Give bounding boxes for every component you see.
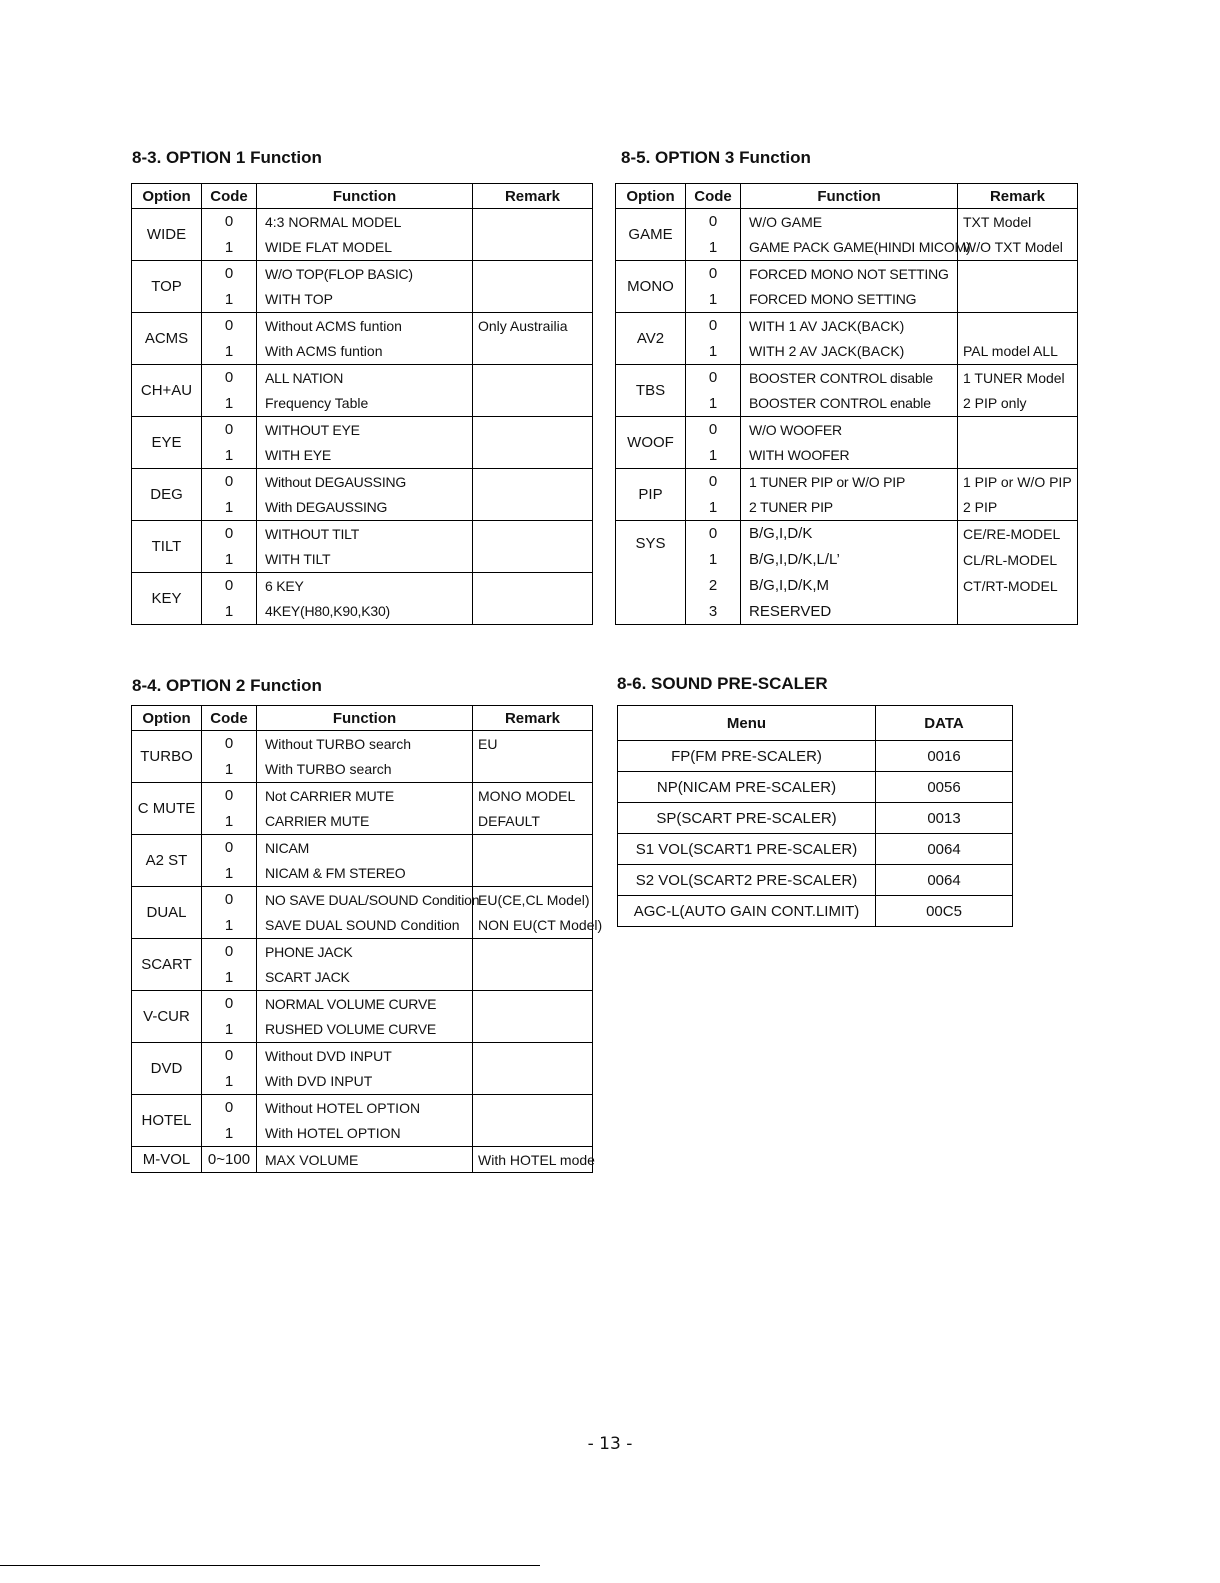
table-row	[132, 339, 593, 365]
option-group	[616, 417, 1078, 469]
remark-cell	[473, 573, 593, 599]
option-cell: PIP	[616, 469, 686, 521]
code-cell: 1	[202, 757, 257, 783]
option-cell: HOTEL	[132, 1095, 202, 1147]
table-row	[132, 443, 593, 469]
option-group	[616, 313, 1078, 365]
option3-title: 8-5. OPTION 3 Function	[621, 148, 811, 167]
code-cell: 0	[202, 887, 257, 913]
code-cell: 0~100	[202, 1147, 257, 1173]
option-cell: WOOF	[616, 417, 686, 469]
remark-cell	[473, 1095, 593, 1121]
option-group	[132, 835, 593, 887]
option-group	[132, 365, 593, 417]
table-row	[132, 365, 593, 391]
code-cell: 0	[202, 991, 257, 1017]
remark-cell: TXT Model	[958, 209, 1078, 235]
remark-cell: 2 PIP only	[958, 391, 1078, 417]
code-cell: 1	[202, 809, 257, 835]
data-cell: 0056	[876, 772, 1013, 803]
code-cell: 1	[202, 1069, 257, 1095]
function-cell: Without DVD INPUT	[257, 1043, 473, 1069]
code-cell: 0	[202, 1095, 257, 1121]
code-cell: 0	[202, 573, 257, 599]
option3-table	[615, 183, 1078, 625]
option-group	[132, 209, 593, 261]
function-cell: Without TURBO search	[257, 731, 473, 757]
function-cell: BOOSTER CONTROL disable	[741, 365, 958, 391]
remark-cell	[473, 287, 593, 313]
option-cell: DVD	[132, 1043, 202, 1095]
table-row	[132, 757, 593, 783]
function-cell: WITHOUT TILT	[257, 521, 473, 547]
option-cell: GAME	[616, 209, 686, 261]
table-row	[132, 417, 593, 443]
code-cell: 0	[202, 521, 257, 547]
option-group	[132, 521, 593, 573]
function-cell: B/G,I,D/K	[741, 521, 958, 547]
option-group	[132, 573, 593, 625]
code-cell: 0	[202, 939, 257, 965]
function-cell: WITH EYE	[257, 443, 473, 469]
data-cell: 0016	[876, 741, 1013, 772]
option-group	[132, 313, 593, 365]
code-cell: 0	[202, 313, 257, 339]
option-cell: CH+AU	[132, 365, 202, 417]
code-cell: 1	[202, 235, 257, 261]
table-row	[618, 803, 1013, 834]
header-remark: Remark	[958, 184, 1078, 209]
option-group	[616, 521, 1078, 625]
code-cell: 0	[202, 835, 257, 861]
table-row	[616, 469, 1078, 495]
menu-cell: SP(SCART PRE-SCALER)	[618, 803, 876, 834]
code-cell: 1	[686, 495, 741, 521]
table-row	[132, 1043, 593, 1069]
table-row	[616, 209, 1078, 235]
remark-cell: CL/RL-MODEL	[958, 547, 1078, 573]
function-cell: Without DEGAUSSING	[257, 469, 473, 495]
menu-cell: S2 VOL(SCART2 PRE-SCALER)	[618, 865, 876, 896]
function-cell: Without ACMS funtion	[257, 313, 473, 339]
remark-cell: 2 PIP	[958, 495, 1078, 521]
option-cell: M-VOL	[132, 1147, 202, 1173]
remark-cell	[958, 417, 1078, 443]
sound-prescaler-table	[617, 705, 1013, 927]
table-row	[132, 521, 593, 547]
function-cell: With ACMS funtion	[257, 339, 473, 365]
code-cell: 1	[202, 287, 257, 313]
table-row	[618, 741, 1013, 772]
table-row	[132, 835, 593, 861]
table-row	[618, 834, 1013, 865]
code-cell: 1	[202, 861, 257, 887]
function-cell: B/G,I,D/K,M	[741, 573, 958, 599]
remark-cell: Only Austrailia	[473, 313, 593, 339]
code-cell: 1	[202, 547, 257, 573]
remark-cell	[473, 235, 593, 261]
table-row	[132, 861, 593, 887]
data-cell: 0064	[876, 865, 1013, 896]
option2-table	[131, 705, 603, 1173]
code-cell: 1	[202, 443, 257, 469]
header-option: Option	[132, 706, 202, 731]
data-cell: 0064	[876, 834, 1013, 865]
option-cell: DUAL	[132, 887, 202, 939]
menu-cell: AGC-L(AUTO GAIN CONT.LIMIT)	[618, 896, 876, 927]
data-cell: 00C5	[876, 896, 1013, 927]
function-cell: FORCED MONO NOT SETTING	[741, 261, 958, 287]
option-group	[132, 1043, 593, 1095]
header-code: Code	[202, 706, 257, 731]
option-group	[132, 991, 593, 1043]
table-row	[616, 547, 1078, 573]
code-cell: 0	[202, 209, 257, 235]
table-row	[132, 261, 593, 287]
code-cell: 1	[202, 1017, 257, 1043]
option-cell: KEY	[132, 573, 202, 625]
table-row	[132, 209, 593, 235]
option-group	[616, 365, 1078, 417]
function-cell: NICAM & FM STEREO	[257, 861, 473, 887]
menu-cell: NP(NICAM PRE-SCALER)	[618, 772, 876, 803]
code-cell: 1	[202, 1121, 257, 1147]
table-row	[132, 1017, 593, 1043]
code-cell: 0	[686, 313, 741, 339]
function-cell: WIDE FLAT MODEL	[257, 235, 473, 261]
remark-cell	[473, 547, 593, 573]
option-cell: EYE	[132, 417, 202, 469]
code-cell: 1	[202, 495, 257, 521]
option-cell: AV2	[616, 313, 686, 365]
table-row	[132, 1095, 593, 1121]
table-row	[132, 391, 593, 417]
table-row	[132, 939, 593, 965]
table-row	[616, 521, 1078, 547]
remark-cell: MONO MODEL	[473, 783, 593, 809]
remark-cell	[473, 1043, 593, 1069]
option-group	[132, 939, 593, 991]
function-cell: ALL NATION	[257, 365, 473, 391]
function-cell: WITH TOP	[257, 287, 473, 313]
remark-cell: 1 PIP or W/O PIP	[958, 469, 1078, 495]
table-row	[616, 313, 1078, 339]
option-cell: A2 ST	[132, 835, 202, 887]
table-row	[616, 443, 1078, 469]
remark-cell: EU(CE,CL Model)	[473, 887, 593, 913]
table-row	[618, 865, 1013, 896]
table-row	[616, 365, 1078, 391]
header-option: Option	[616, 184, 686, 209]
option-cell: C MUTE	[132, 783, 202, 835]
function-cell: FORCED MONO SETTING	[741, 287, 958, 313]
remark-cell	[473, 521, 593, 547]
footer-rule	[0, 1565, 540, 1566]
table-row	[132, 991, 593, 1017]
option-cell: DEG	[132, 469, 202, 521]
table-row	[616, 599, 1078, 625]
remark-cell	[473, 1069, 593, 1095]
remark-cell	[473, 1017, 593, 1043]
option-group	[132, 887, 603, 939]
remark-cell	[473, 861, 593, 887]
remark-cell	[473, 339, 593, 365]
table-row	[616, 391, 1078, 417]
menu-cell: S1 VOL(SCART1 PRE-SCALER)	[618, 834, 876, 865]
table-row	[616, 287, 1078, 313]
function-cell: NO SAVE DUAL/SOUND Condition	[257, 887, 473, 913]
function-cell: Frequency Table	[257, 391, 473, 417]
function-cell: B/G,I,D/K,L/L’	[741, 547, 958, 573]
table-row	[132, 965, 593, 991]
table-row	[616, 573, 1078, 599]
function-cell: WITH TILT	[257, 547, 473, 573]
option-group	[616, 261, 1078, 313]
remark-cell	[473, 599, 593, 625]
code-cell: 0	[686, 417, 741, 443]
code-cell: 1	[202, 913, 257, 939]
option-group	[616, 209, 1078, 261]
function-cell: 4KEY(H80,K90,K30)	[257, 599, 473, 625]
remark-cell	[473, 1121, 593, 1147]
header-function: Function	[257, 706, 473, 731]
code-cell: 1	[686, 443, 741, 469]
table-row	[132, 1121, 593, 1147]
option-cell: WIDE	[132, 209, 202, 261]
option1-title: 8-3. OPTION 1 Function	[132, 148, 322, 167]
code-cell: 3	[686, 599, 741, 625]
header-remark: Remark	[473, 184, 593, 209]
remark-cell	[473, 939, 593, 965]
remark-cell	[473, 391, 593, 417]
option-cell: TBS	[616, 365, 686, 417]
option-cell: MONO	[616, 261, 686, 313]
remark-cell: W/O TXT Model	[958, 235, 1078, 261]
table-row	[132, 913, 593, 939]
table-row	[132, 809, 593, 835]
table-row	[618, 896, 1013, 927]
remark-cell	[473, 757, 593, 783]
table-row	[132, 573, 593, 599]
header-function: Function	[741, 184, 958, 209]
table-row	[616, 339, 1078, 365]
remark-cell	[473, 965, 593, 991]
option-cell: ACMS	[132, 313, 202, 365]
table-row	[132, 887, 593, 913]
table-row	[616, 417, 1078, 443]
option-cell: V-CUR	[132, 991, 202, 1043]
option-group	[132, 1095, 593, 1147]
function-cell: MAX VOLUME	[257, 1147, 473, 1173]
remark-cell: DEFAULT	[473, 809, 593, 835]
function-cell: With TURBO search	[257, 757, 473, 783]
header-code: Code	[202, 184, 257, 209]
table-row	[132, 287, 593, 313]
option-cell: TILT	[132, 521, 202, 573]
function-cell: WITH WOOFER	[741, 443, 958, 469]
table-row	[132, 495, 593, 521]
function-cell: SAVE DUAL SOUND Condition	[257, 913, 473, 939]
remark-cell: PAL model ALL	[958, 339, 1078, 365]
table-row	[616, 495, 1078, 521]
header-code: Code	[686, 184, 741, 209]
function-cell: SCART JACK	[257, 965, 473, 991]
remark-cell	[958, 287, 1078, 313]
remark-cell: CE/RE-MODEL	[958, 521, 1078, 547]
code-cell: 0	[202, 261, 257, 287]
function-cell: With HOTEL OPTION	[257, 1121, 473, 1147]
header-menu: Menu	[618, 706, 876, 741]
code-cell: 0	[202, 365, 257, 391]
function-cell: W/O TOP(FLOP BASIC)	[257, 261, 473, 287]
option-group	[132, 731, 593, 783]
table-row	[132, 469, 593, 495]
code-cell: 1	[686, 547, 741, 573]
function-cell: 2 TUNER PIP	[741, 495, 958, 521]
code-cell: 1	[686, 391, 741, 417]
table-row	[616, 261, 1078, 287]
remark-cell	[958, 599, 1078, 625]
menu-cell: FP(FM PRE-SCALER)	[618, 741, 876, 772]
function-cell: RESERVED	[741, 599, 958, 625]
code-cell: 0	[686, 365, 741, 391]
function-cell: 6 KEY	[257, 573, 473, 599]
function-cell: W/O GAME	[741, 209, 958, 235]
code-cell: 0	[686, 521, 741, 547]
function-cell: 4:3 NORMAL MODEL	[257, 209, 473, 235]
header-function: Function	[257, 184, 473, 209]
table-row	[616, 235, 1078, 261]
function-cell: BOOSTER CONTROL enable	[741, 391, 958, 417]
function-cell: CARRIER MUTE	[257, 809, 473, 835]
option2-title: 8-4. OPTION 2 Function	[132, 676, 322, 695]
code-cell: 0	[686, 469, 741, 495]
code-cell: 0	[686, 261, 741, 287]
code-cell: 0	[202, 417, 257, 443]
function-cell: WITH 2 AV JACK(BACK)	[741, 339, 958, 365]
remark-cell: 1 TUNER Model	[958, 365, 1078, 391]
remark-cell	[473, 495, 593, 521]
code-cell: 2	[686, 573, 741, 599]
remark-cell	[958, 443, 1078, 469]
option-group	[132, 469, 593, 521]
function-cell: NORMAL VOLUME CURVE	[257, 991, 473, 1017]
option-cell: TURBO	[132, 731, 202, 783]
remark-cell: EU	[473, 731, 593, 757]
function-cell: WITHOUT EYE	[257, 417, 473, 443]
code-cell: 0	[202, 731, 257, 757]
function-cell: NICAM	[257, 835, 473, 861]
remark-cell	[473, 417, 593, 443]
sound-prescaler-title: 8-6. SOUND PRE-SCALER	[617, 674, 828, 693]
remark-cell	[473, 209, 593, 235]
remark-cell: NON EU(CT Model)	[473, 913, 593, 939]
code-cell: 0	[202, 783, 257, 809]
function-cell: WITH 1 AV JACK(BACK)	[741, 313, 958, 339]
option-group	[132, 261, 593, 313]
remark-cell	[473, 261, 593, 287]
header-option: Option	[132, 184, 202, 209]
data-cell: 0013	[876, 803, 1013, 834]
function-cell: PHONE JACK	[257, 939, 473, 965]
function-cell: GAME PACK GAME(HINDI MICOM)	[741, 235, 958, 261]
code-cell: 1	[202, 339, 257, 365]
remark-cell	[473, 835, 593, 861]
table-row	[132, 731, 593, 757]
header-data: DATA	[876, 706, 1013, 741]
remark-cell	[958, 261, 1078, 287]
option-group	[616, 469, 1078, 521]
table-row	[132, 313, 593, 339]
option-group	[132, 783, 593, 835]
code-cell: 1	[686, 339, 741, 365]
code-cell: 0	[686, 209, 741, 235]
header-remark: Remark	[473, 706, 593, 731]
code-cell: 1	[686, 287, 741, 313]
table-row	[132, 235, 593, 261]
remark-cell	[473, 469, 593, 495]
option-cell: SCART	[132, 939, 202, 991]
function-cell: RUSHED VOLUME CURVE	[257, 1017, 473, 1043]
table-row	[132, 547, 593, 573]
page-number: - 13 -	[587, 1434, 633, 1454]
option-cell: TOP	[132, 261, 202, 313]
table-row	[132, 599, 593, 625]
code-cell: 1	[202, 965, 257, 991]
code-cell: 1	[686, 235, 741, 261]
remark-cell	[958, 313, 1078, 339]
remark-cell: With HOTEL mode	[473, 1147, 593, 1173]
code-cell: 1	[202, 599, 257, 625]
table-row	[132, 1069, 593, 1095]
option-group	[132, 1147, 593, 1173]
code-cell: 0	[202, 1043, 257, 1069]
code-cell: 0	[202, 469, 257, 495]
function-cell: With DVD INPUT	[257, 1069, 473, 1095]
option1-table	[131, 183, 593, 625]
table-row	[618, 772, 1013, 803]
table-row	[132, 783, 593, 809]
table-row	[132, 1147, 593, 1173]
remark-cell	[473, 443, 593, 469]
function-cell: With DEGAUSSING	[257, 495, 473, 521]
function-cell: 1 TUNER PIP or W/O PIP	[741, 469, 958, 495]
remark-cell: CT/RT-MODEL	[958, 573, 1078, 599]
code-cell: 1	[202, 391, 257, 417]
remark-cell	[473, 365, 593, 391]
function-cell: W/O WOOFER	[741, 417, 958, 443]
function-cell: Without HOTEL OPTION	[257, 1095, 473, 1121]
function-cell: Not CARRIER MUTE	[257, 783, 473, 809]
option-group	[132, 417, 593, 469]
remark-cell	[473, 991, 593, 1017]
option-cell: SYS	[616, 521, 686, 625]
